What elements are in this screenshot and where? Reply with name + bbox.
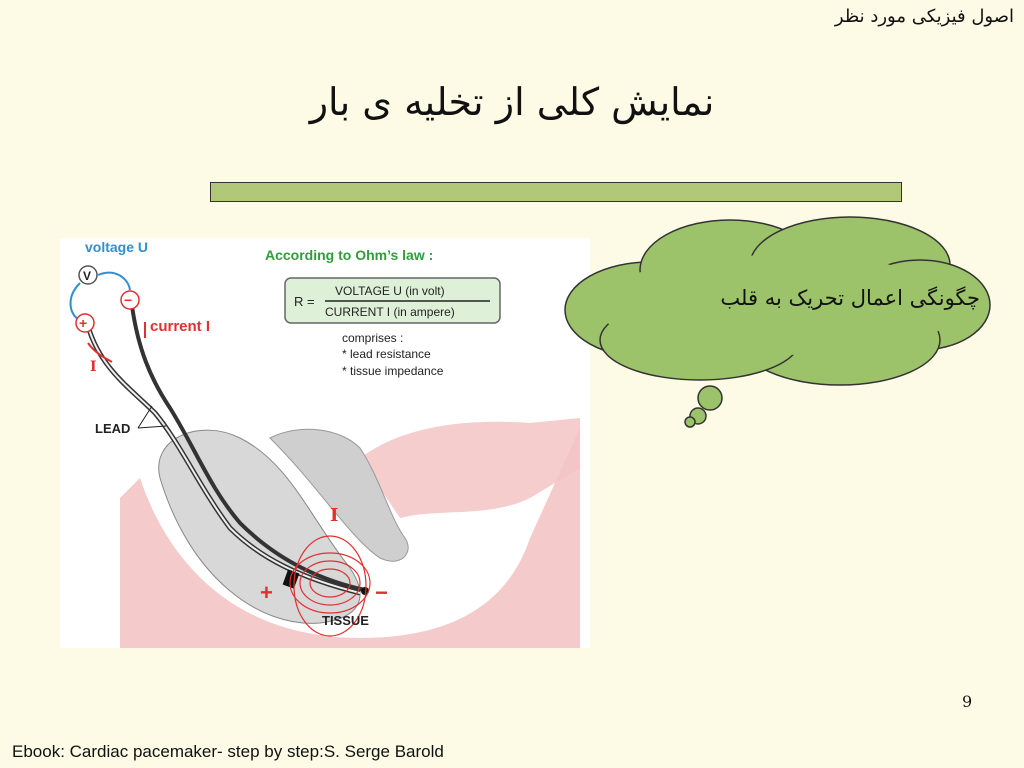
anode-plus: + [260, 580, 273, 605]
current-symbol-left: I [90, 359, 97, 375]
header-title: اصول فیزیکی مورد نظر [834, 6, 1014, 27]
thought-cloud [560, 210, 1000, 440]
voltage-arrow-right [98, 273, 130, 290]
ohms-law-diagram [60, 238, 590, 648]
formula-numerator: VOLTAGE U (in volt) [335, 284, 445, 298]
formula-denominator: CURRENT I (in ampere) [325, 305, 455, 319]
source-credit: Ebook: Cardiac pacemaker- step by step:S. Serge Barold [12, 742, 444, 761]
ohms-law-title: According to Ohm’s law : [265, 247, 434, 263]
minus-terminal-symbol: − [124, 292, 133, 308]
lead-resistance-item: * lead resistance [342, 347, 431, 361]
plus-terminal-symbol: + [79, 315, 88, 331]
comprises-label: comprises : [342, 331, 404, 345]
tissue-label: TISSUE [322, 613, 369, 628]
current-symbol-tissue: I [330, 505, 339, 526]
tissue-impedance-item: * tissue impedance [342, 364, 444, 378]
cathode-minus: − [375, 580, 388, 605]
lead-pointer-2 [138, 426, 166, 428]
lead-pointer-1 [138, 406, 152, 428]
v-symbol: V [83, 269, 92, 283]
current-label: current I [150, 318, 211, 335]
page-number: 9 [962, 692, 973, 711]
cloud-text: چگونگی اعمال تحریک به قلب [720, 286, 980, 310]
voltage-label: voltage U [85, 239, 149, 255]
formula-r: R = [294, 294, 315, 309]
lead-label: LEAD [95, 421, 131, 436]
slide-title: نمایش کلی از تخلیه ی بار [309, 80, 715, 124]
title-underline-bar [210, 182, 902, 202]
